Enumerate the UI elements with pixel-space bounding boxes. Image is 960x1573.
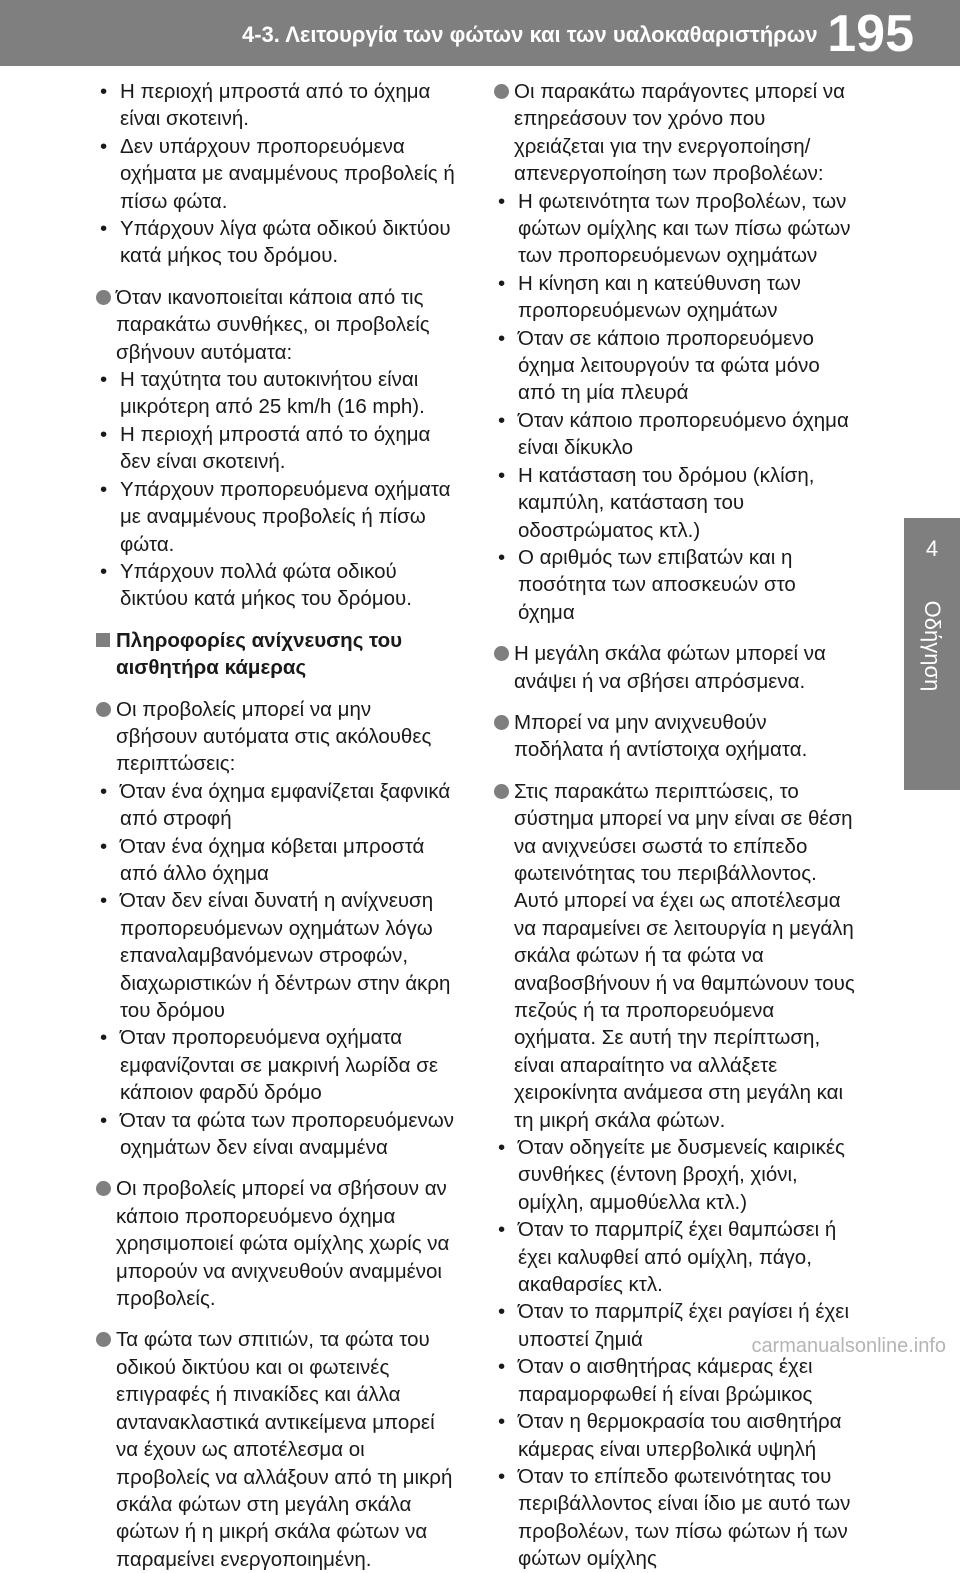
list-item: • Υπάρχουν λίγα φώτα οδικού δικτύου κατά μήκος του δρόμου.: [96, 215, 458, 270]
list-item: • Όταν οδηγείτε με δυσμενείς καιρικές συνθήκες (έντονη βροχή, χιόνι, ομίχλη, αμμοθύελλα κτλ.): [494, 1134, 856, 1216]
paragraph-text: Η μεγάλη σκάλα φώτων μπορεί να ανάψει ή να σβήσει απρόσμενα.: [514, 642, 826, 693]
paragraph: [96, 284, 458, 613]
list-item: • Όταν ένα όχημα εμφανίζεται ξαφνικά από στροφή: [96, 778, 458, 833]
list-item: • Όταν προπορευόμενα οχήματα εμφανίζονται σε μακρινή λωρίδα σε κάποιον φαρδύ δρόμο: [96, 1024, 458, 1106]
list-item: • Όταν τα φώτα των προπορευόμενων οχημάτων δεν είναι αναμμένα: [96, 1107, 458, 1162]
section-heading-text: Πληροφορίες ανίχνευσης του αισθητήρα κάμερας: [116, 628, 403, 680]
round-bullet-icon: [494, 784, 509, 799]
list-item: • Όταν το παρμπρίζ έχει ραγίσει ή έχει υποστεί ζημιά: [494, 1298, 856, 1353]
list-item: • Όταν δεν είναι δυνατή η ανίχνευση προπορευόμενων οχημάτων λόγω επαναλαμβανόμενων στροφών, διαχωριστικών ή δέντρων στην άκρη του δρόμου: [96, 887, 458, 1024]
round-bullet-icon: [494, 646, 509, 661]
list-item: • Η κίνηση και η κατεύθυνση των προπορευόμενων οχημάτων: [494, 270, 856, 325]
round-bullet-icon: [96, 290, 111, 305]
paragraph: [494, 709, 856, 764]
list-item: • Όταν κάποιο προπορευόμενο όχημα είναι δίκυκλο: [494, 407, 856, 462]
chapter-title: 4-3. Λειτουργία των φώτων και των υαλοκαθαριστήρων: [242, 22, 818, 47]
list-item: • Η περιοχή μπροστά από το όχημα δεν είναι σκοτεινή.: [96, 421, 458, 476]
paragraph-text: Οι προβολείς μπορεί να σβήσουν αν κάποιο προπορευόμενο όχημα χρησιμοποιεί φώτα ομίχλης χωρίς να μπορούν να ανιχνευθούν αναμμένοι προβολείς.: [116, 1177, 450, 1311]
square-bullet-icon: [96, 633, 110, 647]
paragraph-text: Οι προβολείς μπορεί να μην σβήσουν αυτόματα στις ακόλουθες περιπτώσεις:: [116, 697, 432, 776]
intro-bullet-list: [96, 78, 458, 270]
round-bullet-icon: [96, 1181, 111, 1196]
paragraph-text: Οι παρακάτω παράγοντες μπορεί να επηρεάσουν τον χρόνο που χρειάζεται για την ενεργοποίηση/απενεργοποίηση των προβολέων:: [514, 80, 845, 186]
paragraph: [494, 640, 856, 695]
round-bullet-icon: [494, 715, 509, 730]
watermark-text: carmanualsonline.info: [751, 1335, 946, 1357]
section-heading: [96, 627, 458, 682]
paragraph-text: Τα φώτα των σπιτιών, τα φώτα του οδικού δικτύου και οι φωτεινές επιγραφές ή πινακίδες και άλλα αντανακλαστικά αντικείμενα μπορεί να έχουν ως αποτέλεσμα οι προβολείς να αλλάξουν από τη μικρή σκάλα φώτων στη μεγάλη σκάλα φώτων ή η μικρή σκάλα φώτων να παραμείνει ενεργοποιημένη.: [116, 1328, 453, 1571]
list-item: • Όταν το παρμπρίζ έχει θαμπώσει ή έχει καλυφθεί από ομίχλη, πάγο, ακαθαρσίες κτλ.: [494, 1216, 856, 1298]
list-item: • Η περιοχή μπροστά από το όχημα είναι σκοτεινή.: [96, 78, 458, 133]
round-bullet-icon: [494, 84, 509, 99]
side-tab-number: 4: [925, 536, 939, 561]
list-item: • Όταν ένα όχημα κόβεται μπροστά από άλλο όχημα: [96, 833, 458, 888]
list-item: • Η ταχύτητα του αυτοκινήτου είναι μικρότερη από 25 km/h (16 mph).: [96, 366, 458, 421]
list-item: • Η φωτεινότητα των προβολέων, των φώτων ομίχλης και των πίσω φώτων των προπορευόμενων οχημάτων: [494, 188, 856, 270]
list-item: • Όταν η θερμοκρασία του αισθητήρα κάμερας είναι υπερβολικά υψηλή: [494, 1408, 856, 1463]
left-column: [96, 78, 458, 1573]
list-item: • Δεν υπάρχουν προπορευόμενα οχήματα με αναμμένους προβολείς ή πίσω φώτα.: [96, 133, 458, 215]
round-bullet-icon: [96, 702, 111, 717]
paragraph: [494, 778, 856, 1573]
list-item: • Η κατάσταση του δρόμου (κλίση, καμπύλη, κατάσταση του οδοστρώματος κτλ.): [494, 462, 856, 544]
page-number: 195: [827, 5, 914, 63]
list-item: • Όταν το επίπεδο φωτεινότητας του περιβάλλοντος είναι ίδιο με αυτό των προβολέων, των πίσω φώτων ή των φώτων ομίχλης: [494, 1463, 856, 1573]
list-item: • Όταν ο αισθητήρας κάμερας έχει παραμορφωθεί ή είναι βρώμικος: [494, 1353, 856, 1408]
side-tab-label: Οδήγηση: [920, 600, 945, 692]
bullet-list: [96, 366, 458, 613]
paragraph: [96, 1326, 458, 1573]
paragraph: [494, 78, 856, 626]
paragraph: [96, 696, 458, 1162]
round-bullet-icon: [96, 1332, 111, 1347]
list-item: • Υπάρχουν πολλά φώτα οδικού δικτύου κατά μήκος του δρόμου.: [96, 558, 458, 613]
paragraph-text: Όταν ικανοποιείται κάποια από τις παρακάτω συνθήκες, οι προβολείς σβήνουν αυτόματα:: [116, 285, 430, 364]
bullet-list: [96, 778, 458, 1162]
list-item: • Όταν σε κάποιο προπορευόμενο όχημα λειτουργούν τα φώτα μόνο από τη μία πλευρά: [494, 325, 856, 407]
chapter-side-tab: [904, 518, 960, 790]
paragraph: [96, 1175, 458, 1312]
list-item: • Ο αριθμός των επιβατών και η ποσότητα των αποσκευών στο όχημα: [494, 544, 856, 626]
bullet-list: [494, 188, 856, 627]
paragraph-text: Μπορεί να μην ανιχνευθούν ποδήλατα ή αντίστοιχα οχήματα.: [514, 710, 808, 762]
list-item: • Υπάρχουν προπορευόμενα οχήματα με αναμμένους προβολείς ή πίσω φώτα.: [96, 476, 458, 558]
header-bar: [0, 0, 960, 66]
paragraph-text: Στις παρακάτω περιπτώσεις, το σύστημα μπορεί να μην είναι σε θέση να ανιχνεύσει σωστά το επίπεδο φωτεινότητας του περιβάλλοντος. Αυτό μπορεί να έχει ως αποτέλεσμα να παραμείνει σε λειτουργία η μεγάλη σκάλα φώτων ή τα φώτα να αναβοσβήνουν ή να θαμπώνουν τους πεζούς ή τα προπορευόμενα οχήματα. Σε αυτή την περίπτωση, είναι απαραίτητο να αλλάξετε χειροκίνητα ανάμεσα στη μεγάλη και τη μικρή σκάλα φώτων.: [514, 779, 855, 1132]
